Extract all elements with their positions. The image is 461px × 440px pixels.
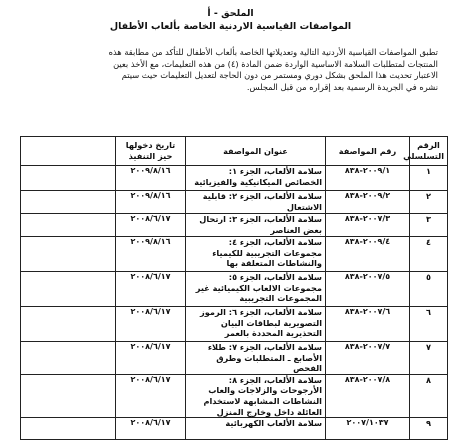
row-title: سلامة الألعاب، الجزء ٧: طلاء الأصابع ـ المتطلبات وطرق الفحص xyxy=(186,342,326,375)
row-empty-cell xyxy=(21,374,116,417)
header-serial: الرقم التسلسلي xyxy=(410,137,448,166)
appendix-label: الملحق - أ xyxy=(207,8,254,19)
table-row xyxy=(21,191,448,214)
row-empty-cell xyxy=(21,272,116,307)
row-serial: ٢ xyxy=(410,191,448,214)
row-title: سلامة الألعاب، الجزء ١: الخصائص الميكانيكية والفيزيائية xyxy=(186,166,326,191)
row-date: ٢٠٠٨/٦/١٧ xyxy=(116,418,186,440)
table-row xyxy=(21,166,448,191)
row-serial: ١ xyxy=(410,166,448,191)
intro-line: الاعتبار تحديث هذا الملحق بشكل دوري ومستمر من دون الحاجة لتعديل التعليمات حيث سيتم xyxy=(121,70,438,81)
standards-table xyxy=(20,136,448,440)
row-date: ٢٠٠٩/٨/١٦ xyxy=(116,191,186,214)
row-date: ٢٠٠٨/٦/١٧ xyxy=(116,374,186,417)
table-row xyxy=(21,307,448,342)
row-empty-cell xyxy=(21,418,116,440)
row-date: ٢٠٠٩/٨/١٦ xyxy=(116,166,186,191)
row-code: ٢٠٠٧/٨-٨٣٨ xyxy=(326,374,410,417)
header-title: عنوان المواصفة xyxy=(186,137,326,166)
row-date: ٢٠٠٨/٦/١٧ xyxy=(116,307,186,342)
row-code: ٢٠٠٩/١-٨٣٨ xyxy=(326,166,410,191)
row-serial: ٤ xyxy=(410,237,448,272)
row-serial: ٦ xyxy=(410,307,448,342)
row-title: سلامة الألعاب، الجزء ٥: مجموعات الالعاب الكيميائية غير المجموعات التجريبية xyxy=(186,272,326,307)
row-serial: ٨ xyxy=(410,374,448,417)
row-title: سلامة الألعاب، الجزء ٤: مجموعات التجريبية للكيمياء والنشاطات المتعلقة بها xyxy=(186,237,326,272)
row-code: ٢٠٠٩/٤-٨٣٨ xyxy=(326,237,410,272)
table-row xyxy=(21,418,448,440)
row-serial: ٧ xyxy=(410,342,448,375)
row-empty-cell xyxy=(21,214,116,237)
row-empty-cell xyxy=(21,307,116,342)
row-empty-cell xyxy=(21,166,116,191)
header-empty xyxy=(21,137,116,166)
header-date: تاريخ دخولها حيز التنفيذ xyxy=(116,137,186,166)
row-code: ٢٠٠٧/٧-٨٣٨ xyxy=(326,342,410,375)
table-row xyxy=(21,237,448,272)
row-title: سلامة الألعاب، الجزء ٣: ارتحال بعض العناصر xyxy=(186,214,326,237)
row-empty-cell xyxy=(21,342,116,375)
intro-line: نشره في الجريدة الرسمية بعد إقراره من قبل المجلس. xyxy=(246,81,438,92)
intro-paragraph xyxy=(26,47,438,93)
row-date: ٢٠٠٨/٦/١٧ xyxy=(116,214,186,237)
intro-line: تطبق المواصفات القياسية الأردنية التالية وتعديلاتها الخاصة بألعاب الأطفال للتأكد من مطابقة هذه xyxy=(108,47,438,57)
document-title: المواصفات القياسية الاردنية الخاصة بألعاب الأطفال xyxy=(109,21,352,32)
row-code: ٢٠٠٩/٢-٨٣٨ xyxy=(326,191,410,214)
row-empty-cell xyxy=(21,191,116,214)
row-date: ٢٠٠٨/٦/١٧ xyxy=(116,342,186,375)
row-title: سلامة الألعاب، الجزء ٦: الرموز التصويرية لبطاقات البيان التحذيرية المحددة بالعمر xyxy=(186,307,326,342)
row-code: ٢٠٠٧/٣-٨٣٨ xyxy=(326,214,410,237)
row-empty-cell xyxy=(21,237,116,272)
intro-line: المنتجات لمتطلبات السلامة الاساسية الواردة ضمن المادة (٤) من هذه التعليمات، مع الأخذ بعين xyxy=(113,58,438,69)
row-serial: ٥ xyxy=(410,272,448,307)
header-code: رقم المواصفة xyxy=(326,137,410,166)
row-code: ٢٠٠٧/٦-٨٣٨ xyxy=(326,307,410,342)
table-row xyxy=(21,214,448,237)
row-serial: ٣ xyxy=(410,214,448,237)
row-title: سلامة الألعاب الكهربائية xyxy=(186,418,326,440)
row-code: ٢٠٠٧/١٠٣٧ xyxy=(326,418,410,440)
row-title: سلامة الألعاب، الجزء ٢: قابلية الاشتعال xyxy=(186,191,326,214)
table-row xyxy=(21,272,448,307)
table-body xyxy=(21,166,448,440)
row-title: سلامة الألعاب، الجزء ٨: الأرجوحات والزلاجات والعاب النشاطات المشابهة لاستخدام العائلة داخل وخارج المنزل xyxy=(186,374,326,417)
table-header-row xyxy=(21,137,448,166)
table-row xyxy=(21,342,448,375)
row-code: ٢٠٠٧/٥-٨٣٨ xyxy=(326,272,410,307)
table-row xyxy=(21,374,448,417)
row-date: ٢٠٠٩/٨/١٦ xyxy=(116,237,186,272)
row-serial: ٩ xyxy=(410,418,448,440)
row-date: ٢٠٠٨/٦/١٧ xyxy=(116,272,186,307)
